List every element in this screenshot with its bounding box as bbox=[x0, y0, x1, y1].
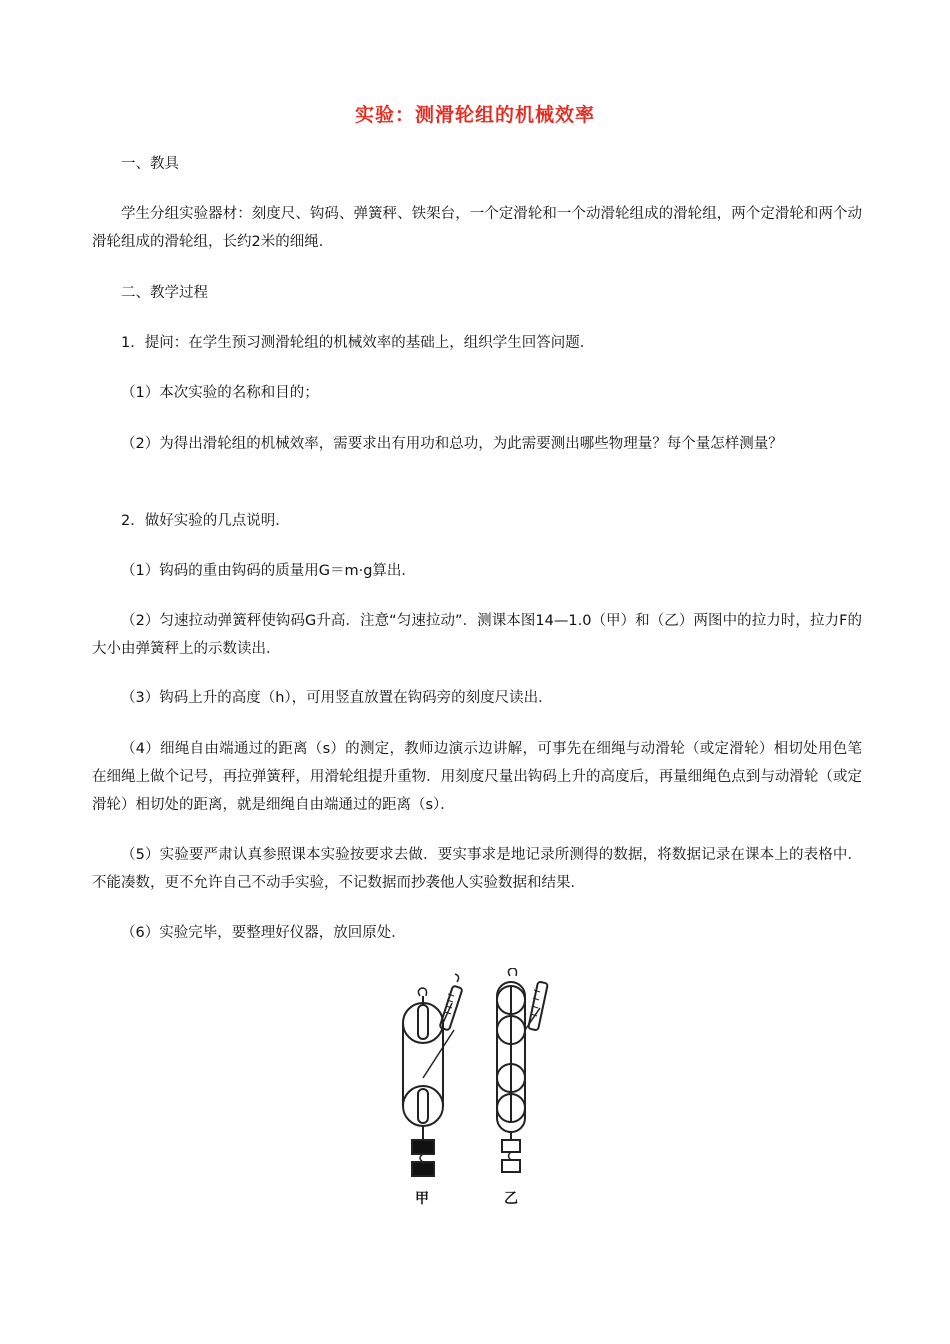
equipment-paragraph: 学生分组实验器材：刻度尺、钩码、弹簧秤、铁架台，一个定滑轮和一个动滑轮组成的滑轮组，两个定滑轮和两个动滑轮组成的滑轮组，长约2米的细绳． bbox=[92, 206, 862, 250]
page-title: 实验：测滑轮组的机械效率 bbox=[354, 104, 595, 126]
notes-heading: 2．做好实验的几点说明． bbox=[121, 513, 290, 529]
pulley-diagram bbox=[380, 968, 580, 1213]
question-item-2: （2）为得出滑轮组的机械效率，需要求出有用功和总功，为此需要测出哪些物理量？每个量怎样测量？ bbox=[121, 436, 783, 452]
note-item-4: （4）细绳自由端通过的距离（s）的测定，教师边演示边讲解，可事先在细绳与动滑轮（或定滑轮）相切处用色笔在细绳上做个记号，再拉弹簧秤，用滑轮组提升重物．用刻度尺量出钩码上升的高度后，再量细绳色点到与动滑轮（或定滑轮）相切处的距离，就是细绳自由端通过的距离（s）． bbox=[92, 741, 862, 813]
note-item-5: （5）实验要严肃认真参照课本实验按要求去做．要实事求是地记录所测得的数据，将数据记录在课本上的表格中．不能凑数，更不允许自己不动手实验，不记数据而抄袭他人实验数据和结果． bbox=[92, 847, 862, 891]
pulley-system-right bbox=[497, 968, 548, 1172]
section-heading-process: 二、教学过程 bbox=[121, 285, 208, 301]
figure-label-right: 乙 bbox=[504, 1191, 518, 1207]
pulley-system-left bbox=[403, 974, 463, 1176]
note-item-2: （2）匀速拉动弹簧秤使钩码G升高．注意“匀速拉动”．测课本图14—1.0（甲）和（乙）两图中的拉力时，拉力F的大小由弹簧秤上的示数读出． bbox=[92, 613, 862, 657]
question-item-1: （1）本次实验的名称和目的； bbox=[121, 385, 319, 401]
question-intro: 1．提问：在学生预习测滑轮组的机械效率的基础上，组织学生回答问题． bbox=[121, 335, 595, 351]
figure-label-left: 甲 bbox=[415, 1191, 429, 1207]
note-item-6: （6）实验完毕，要整理好仪器，放回原处． bbox=[121, 925, 406, 941]
note-item-3: （3）钩码上升的高度（h），可用竖直放置在钩码旁的刻度尺读出． bbox=[121, 690, 553, 706]
pulley-figure bbox=[380, 968, 580, 1213]
note-item-1: （1）钩码的重由钩码的质量用G＝m·g算出． bbox=[121, 563, 416, 579]
section-heading-equipment: 一、教具 bbox=[121, 156, 179, 172]
